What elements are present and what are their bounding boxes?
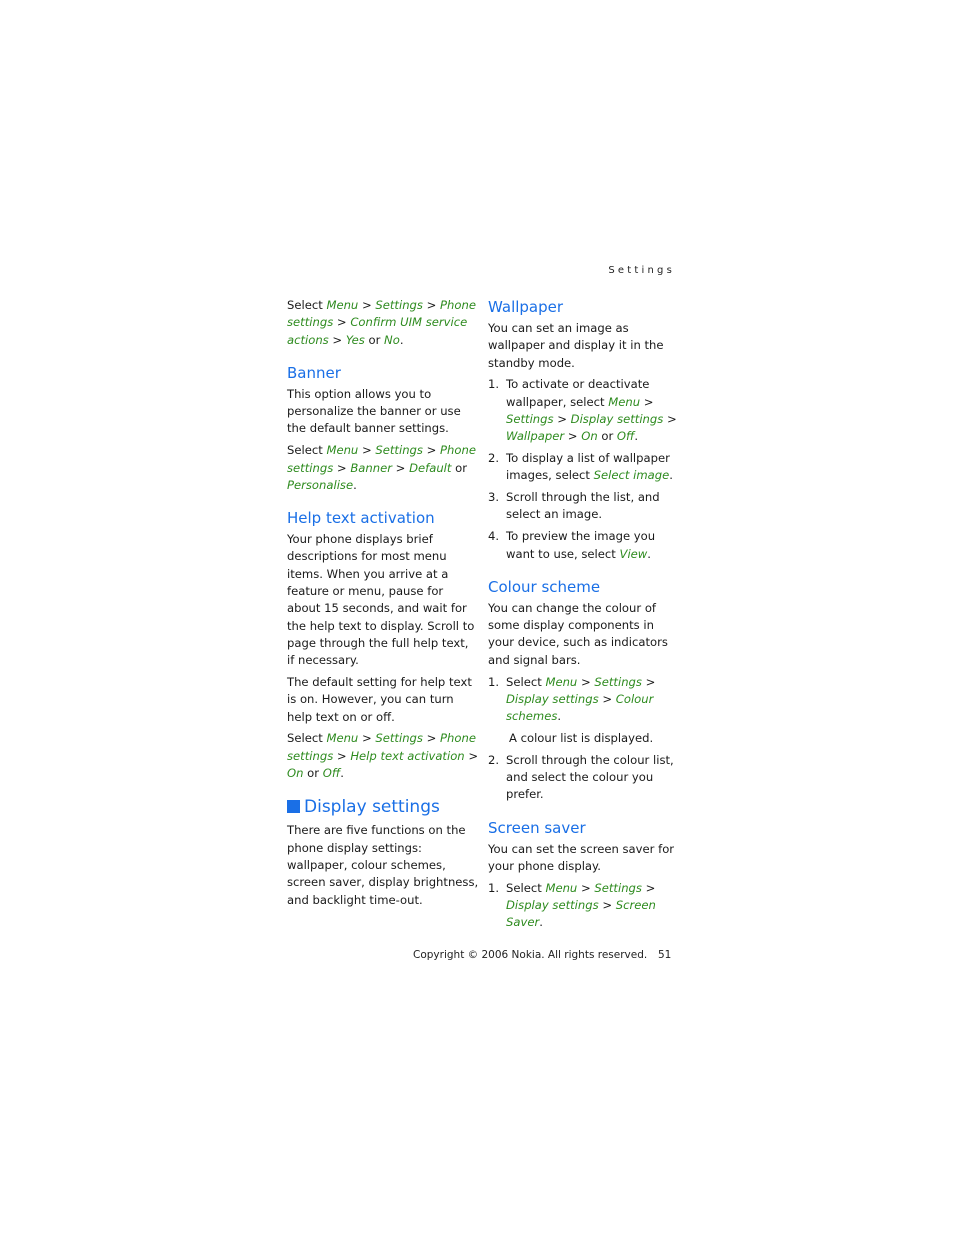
confirm-uim-path: Select Menu > Settings > Phone settings > Confirm UIM service actions > Yes or No. bbox=[287, 298, 476, 347]
page-number: 51 bbox=[658, 949, 672, 961]
right-column bbox=[488, 297, 680, 936]
display-settings-heading: Display settings bbox=[287, 796, 479, 818]
running-head: Settings bbox=[608, 265, 675, 276]
colour-scheme-steps bbox=[488, 674, 680, 726]
list-item: 3. Scroll through the list, and select an image. bbox=[488, 490, 660, 522]
screen-saver-body: You can set the screen saver for your phone display. bbox=[488, 841, 675, 873]
colour-scheme-steps-cont bbox=[488, 752, 680, 804]
list-item: 1. Select Menu > Settings > Display settings > Colour schemes. bbox=[488, 674, 656, 724]
help-text-body-2: The default setting for help text is on. However, you can turn help text on or off. bbox=[287, 675, 472, 724]
list-item: 1. To activate or deactivate wallpaper, select Menu > Settings > Display settings > Wallpaper > On or Off. bbox=[488, 377, 677, 444]
help-text-body-1: Your phone displays brief descriptions for most menu items. When you arrive at a feature or menu, pause for about 15 seconds, and wait for the help text to display. Scroll to page through the full help text, if necessary. bbox=[287, 532, 475, 668]
banner-section bbox=[287, 363, 479, 494]
colour-scheme-note: A colour list is displayed. bbox=[509, 730, 654, 745]
banner-heading: Banner bbox=[287, 363, 341, 382]
banner-body: This option allows you to personalize the banner or use the default banner settings. bbox=[287, 386, 461, 436]
wallpaper-steps bbox=[488, 376, 680, 562]
list-item: 2. To display a list of wallpaper images, select Select image. bbox=[488, 451, 673, 483]
list-item: 1. Select Menu > Settings > Display settings > Screen Saver. bbox=[488, 880, 656, 930]
list-item: 2. Scroll through the colour list, and select the colour you prefer. bbox=[488, 752, 674, 802]
help-text-section bbox=[287, 508, 479, 782]
left-column bbox=[287, 297, 479, 913]
help-text-path: Select Menu > Settings > Phone settings > Help text activation > On or Off. bbox=[287, 731, 479, 781]
display-settings-section bbox=[287, 796, 479, 908]
colour-scheme-section bbox=[488, 577, 680, 804]
banner-path: Select Menu > Settings > Phone settings > Banner > Default or Personalise. bbox=[287, 443, 476, 492]
screen-saver-heading: Screen saver bbox=[488, 818, 586, 837]
list-item: 4. To preview the image you want to use, select View. bbox=[488, 529, 656, 561]
copyright-footer: Copyright © 2006 Nokia. All rights reserved. bbox=[413, 949, 648, 961]
wallpaper-heading: Wallpaper bbox=[488, 298, 564, 316]
wallpaper-body: You can set an image as wallpaper and display it in the standby mode. bbox=[488, 321, 664, 370]
wallpaper-section bbox=[488, 297, 680, 563]
help-text-heading: Help text activation bbox=[287, 509, 435, 528]
screen-saver-section bbox=[488, 818, 680, 932]
display-settings-body: There are five functions on the phone display settings: wallpaper, colour schemes, screen saver, display brightness, and backlight time-out. bbox=[287, 823, 479, 907]
colour-scheme-heading: Colour scheme bbox=[488, 577, 601, 596]
screen-saver-steps bbox=[488, 880, 680, 932]
section-square-icon bbox=[287, 800, 300, 813]
colour-scheme-body: You can change the colour of some display components in your device, such as indicators and signal bars. bbox=[488, 600, 668, 667]
